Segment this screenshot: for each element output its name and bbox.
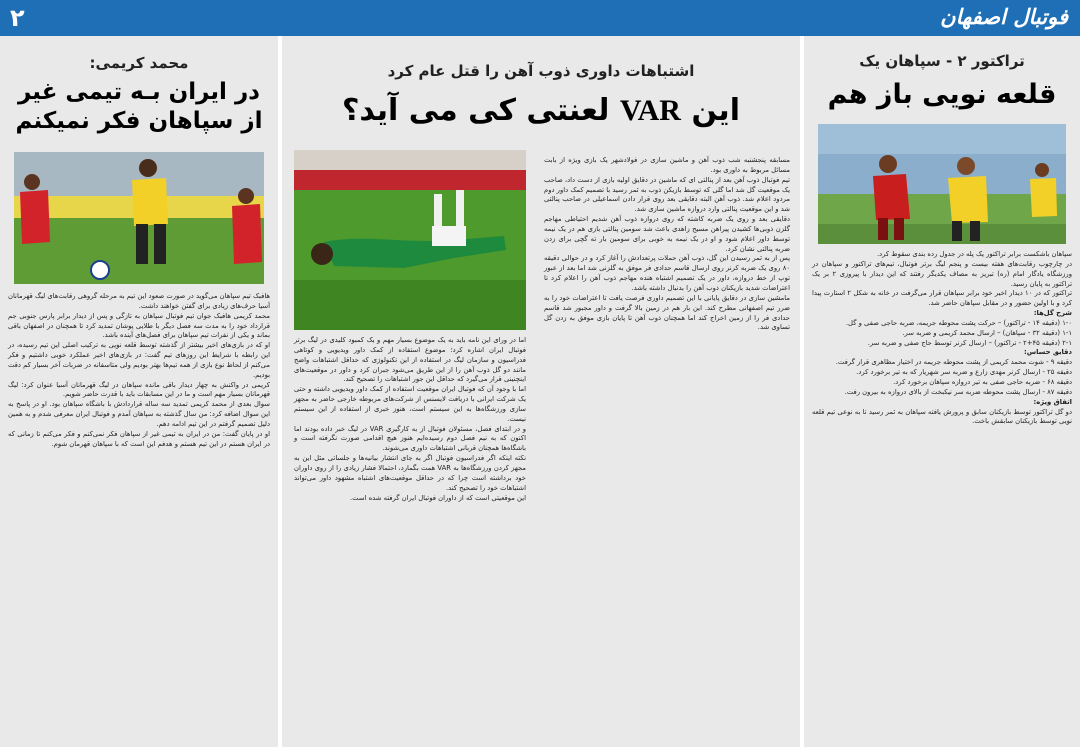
left-article-paragraph: سوال بعدی از محمد کریمی تمدید سه ساله قراردادش با باشگاه سپاهان بود. او در پاسخ به این سوال اضافه کرد: من سال گذشته به سپاهان آمدم و فوتبال ایران معرفی شدم و به همین دلیل تصمیم گرفتم در این تیم ادامه دهم. bbox=[8, 400, 270, 428]
right-article-paragraph: در چارچوب رقابت‌های هفته بیست و پنجم لیگ برتر فوتبال، تیم‌های تراکتور و سپاهان در ورزشگاه یادگار امام (ره) تبریز به مصاف یکدیگر رفتند که این دیدار با پیروزی ۲ بر یک تراکتور به پایان رسید. bbox=[812, 259, 1072, 288]
headline-part: لعنتی کی می آید؟ bbox=[342, 93, 610, 128]
middle-article-body-col2 bbox=[294, 336, 526, 503]
right-article-body bbox=[812, 250, 1072, 427]
right-article-paragraph: دقیقه ۶۸ - ضربه حاجی صفی به تیر دروازه سپاهان برخورد کرد. bbox=[893, 377, 1072, 386]
right-article-paragraph: ۱-۱ (دقیقه ۳۲ - سپاهان) – ارسال محمد کریمی و ضربه سر. bbox=[902, 328, 1072, 337]
sepahan-player-photo bbox=[14, 152, 264, 284]
left-article-paragraph: کریمی در واکنش به چهار دیدار باقی مانده سپاهان در لیگ قهرمانان آسیا عنوان کرد: لیگ قهرمانان بسیار مهم است و ما در این مسابقات باید با قدرت حاضر شویم. bbox=[8, 380, 270, 399]
left-article-paragraph: او که در بازی‌های اخیر بیشتر از گذشته توسط قلعه نویی به ترکیب اصلی این تیم رسیده، در این رابطه با شرایط این روزهای تیم گفت: در بازی‌های اخیر عملکرد خوبی داشتیم و فکر می‌کنم از لحاظ نوع بازی از همه تیم‌ها بهتر بودیم ولی متاسفانه در ضربات آخر بسیار کم دقت بودیم. bbox=[8, 341, 270, 379]
right-article bbox=[804, 36, 1080, 747]
left-article-paragraph: محمد کریمی هافبک جوان تیم فوتبال سپاهان به تازگی و پس از دیدار برابر پارس جنوبی جم قرارداد خود را به مدت سه فصل دیگر با طلایی پوشان تمدید کرد تا همچنان در اصفهان باقی بماند و یکی از نفرات تیم سپاهان برای فصل‌های آینده باشد. bbox=[8, 311, 270, 340]
middle-article-paragraph: اما در ورای این نامه باید به یک موضوع بسیار مهم و یک کمبود کلیدی در لیگ برتر فوتبال ایران اشاره کرد؛ موضوع استفاده از کمک داور ویدیویی و کوتاهی فدراسیون و سازمان لیگ در استفاده از این تکنولوژی که حداقل اشتباهات واضح مانند دو گل ذوب آهن را از این طریق می‌شود جبران کرد و داور در موقعیت‌های اینچنینی قرار می‌گیرد که حداقل این جور اشتباهات را تصحیح کند. bbox=[294, 336, 526, 384]
right-article-paragraph: سپاهان باشکست برابر تراکتور یک پله در جدول رده بندی سقوط کرد. bbox=[876, 250, 1072, 258]
right-article-paragraph: ۲-۱ (دقیقه ۴۵+۲ - تراکتور) – ارسال کرنر توسط حاج صفی و ضربه سر. bbox=[867, 338, 1072, 347]
page-number: ۲ bbox=[10, 4, 25, 32]
left-article-headline: در ایران بـه تیمی غیر از سپاهان فکر نمیکنم bbox=[15, 79, 263, 134]
right-article-paragraph: دو گل تراکتور توسط بازیکنان سابق و پرورش یافته سپاهان به ثمر رسید تا به نوعی تیم قلعه نویی توسط بازیکنان سابقش باخت. bbox=[812, 407, 1072, 426]
right-article-subhead: شرح گل‌ها: bbox=[1033, 309, 1072, 318]
right-article-headline: قلعه نویی باز هم bbox=[827, 79, 1057, 110]
middle-article-paragraph: اما با وجود آن که فوتبال ایران موقعیت استفاده از کمک داور ویدیویی داشته و حتی یک شرکت ایرانی با دریافت لایسنس از شرکت‌های مربوطه خارجی حاضر به مجهز سازی ورزشگاه‌ها به این سیستم است، هنوز خبری از استفاده از این سیستم نیست. bbox=[294, 385, 526, 423]
middle-article-paragraph: این موقعیتی است که از داوران فوتبال ایران گرفته شده است. bbox=[350, 493, 526, 502]
middle-article-paragraph: تیم فوتبال ذوب آهن بعد از پنالتی ای که ماشین در دقایق اولیه بازی از دست داد، صاحب یک موقعیت گل شد اما گلی که توسط بازیکن ذوب به ثمر رسید با تصمیم کمک داور دوم مردود اعلام شد. ذوب آهن البته دقایقی بعد روی قرار دادن اسماعیلی در صاحب پنالتی شد و این موقعیت پنالتی وارد دروازه ماشین سازی شد. bbox=[544, 175, 790, 214]
middle-article bbox=[282, 36, 800, 747]
right-article-subhead: اتفاق ویژه: bbox=[1033, 397, 1072, 406]
right-article-paragraph: تراکتور که در ۱۰ دیدار اخیر خود برابر سپاهان قرار می‌گرفت در خانه به شکل ۲ استارت پیدا کرد و با اولین حضور و در مقابل سپاهان حاضر شد. bbox=[812, 289, 1073, 308]
middle-article-kicker: اشتباهات داوری ذوب آهن را قتل عام کرد bbox=[387, 62, 695, 80]
left-article-kicker: محمد کریمی: bbox=[89, 54, 189, 72]
middle-article-headline bbox=[292, 92, 790, 130]
middle-article-paragraph: پس از به ثمر رسیدن این گل، ذوب آهن حملات پرتعدادش را آغاز کرد و در حوالی دقیقه ۸۰ روی یک ضربه کرنر روی ارسال قاسم حدادی فر موفق به گلزنی شد اما بعد از عبور توپ از خط دروازه، داور در یک تصمیم اشتباه هنده مهاجم ذوب آهن را اعلام کرد تا اعتراضات شدید بازیکنان ذوب آهن را بدنبال داشته باشد. bbox=[544, 254, 790, 292]
headline-part: این bbox=[691, 93, 740, 128]
middle-article-paragraph: و در ابتدای فصل، مسئولان فوتبال از به کارگیری VAR در لیگ خبر داده بودند اما اکنون که به نیم فصل دوم رسیده‌ایم هنوز هیچ اقدامی صورت نگرفته است و باشگاه‌ها همچنان قربانی اشتباهات داوری می‌شوند. bbox=[294, 424, 526, 453]
right-article-paragraph: دقیقه ۸۷ - ارسال پشت محوطه ضربه سر نیکبخت از بالای دروازه به بیرون رفت. bbox=[844, 387, 1072, 396]
right-article-subhead: دقایق حساس: bbox=[1024, 348, 1072, 357]
goalkeeper-diving-photo bbox=[294, 150, 526, 330]
headline-var: VAR bbox=[619, 94, 681, 127]
left-article-paragraph: او در پایان گفت: من در ایران به تیمی غیر از سپاهان فکر نمی‌کنم و فکر می‌کنم تا زمانی که در ایران هستم در این تیم هستم و هدفم این است که با سپاهان قهرمان شوم. bbox=[8, 429, 270, 448]
middle-article-paragraph: مسابقه پنجشنبه شب ذوب آهن و ماشین سازی در فولادشهر یک بازی ویژه از بابت مسائل مربوط به داوری بود. bbox=[544, 156, 790, 174]
left-article-body bbox=[8, 292, 270, 450]
right-article-kicker: تراکتور ۲ - سپاهان یک bbox=[859, 52, 1025, 70]
middle-article-paragraph: مامشین سازی در دقایق پایانی با این تصمیم داوری فرصت یافت تا اعتراضات خود را به ضرر تیم اصفهانی مطرح کند. این بار هم در زمین بالا گرفت و داور مجبور شد قاسم حدادی فر را از زمین اخراج کند اما همچنان ذوب آهن تا پایان بازی موفق به زدن گل تساوی شد. bbox=[544, 293, 790, 332]
middle-article-paragraph: دقایقی بعد و روی یک ضربه کاشته که روی دروازه ذوب آهن شدیم احتیاطی مهاجم گلزن ذوبی‌ها کشیدن پیراهن مسیح زاهدی باعث شد سومین پنالتی بازی هم در یک نیمه توسط داور اعلام شود و او در یک نیمه به خوبی برای سومین بار ته گچی برای زدن ضربه پنالتی نشان کرد. bbox=[544, 215, 790, 253]
middle-article-paragraph: نکته اینکه اگر فدراسیون فوتبال اگر به جای انتشار بیانیه‌ها و جلساتی مثل این به مجهز کردن ورزشگاه‌ها به VAR همت بگمارد، احتمالا فشار زیادی را از روی داوران خود برداشته است چرا که در حداقل موقعیت‌های اشتباه مشهود داور می‌تواند اشتباهات خود را تصحیح کند. bbox=[294, 454, 526, 492]
masthead-bar bbox=[0, 0, 1080, 36]
right-article-paragraph: ۱-۰ (دقیقه ۱۴ - تراکتور) – حرکت پشت محوطه جریمه، ضربه حاجی صفی و گل. bbox=[845, 318, 1072, 327]
left-article-paragraph: هافبک تیم سپاهان می‌گوید در صورت صعود این تیم به مرحله گروهی رقابت‌های لیگ قهرمانان آسیا حرف‌های زیادی برای گفتن خواهند داشت. bbox=[8, 292, 270, 310]
right-article-paragraph: دقیقه ۲۵ - ارسال کرنر مهدی زارع و ضربه سر شهریار که به تیر برخورد کرد. bbox=[856, 368, 1072, 377]
left-article bbox=[0, 36, 278, 747]
publication-logo: فوتبال اصفهان bbox=[940, 4, 1068, 29]
match-photo-tractor-sepahan bbox=[818, 124, 1066, 244]
middle-article-body-col1 bbox=[544, 156, 790, 333]
right-article-paragraph: دقیقه ۹ - شوت محمد کریمی از پشت محوطه جریمه در اختیار مظاهری قرار گرفت. bbox=[835, 358, 1072, 367]
